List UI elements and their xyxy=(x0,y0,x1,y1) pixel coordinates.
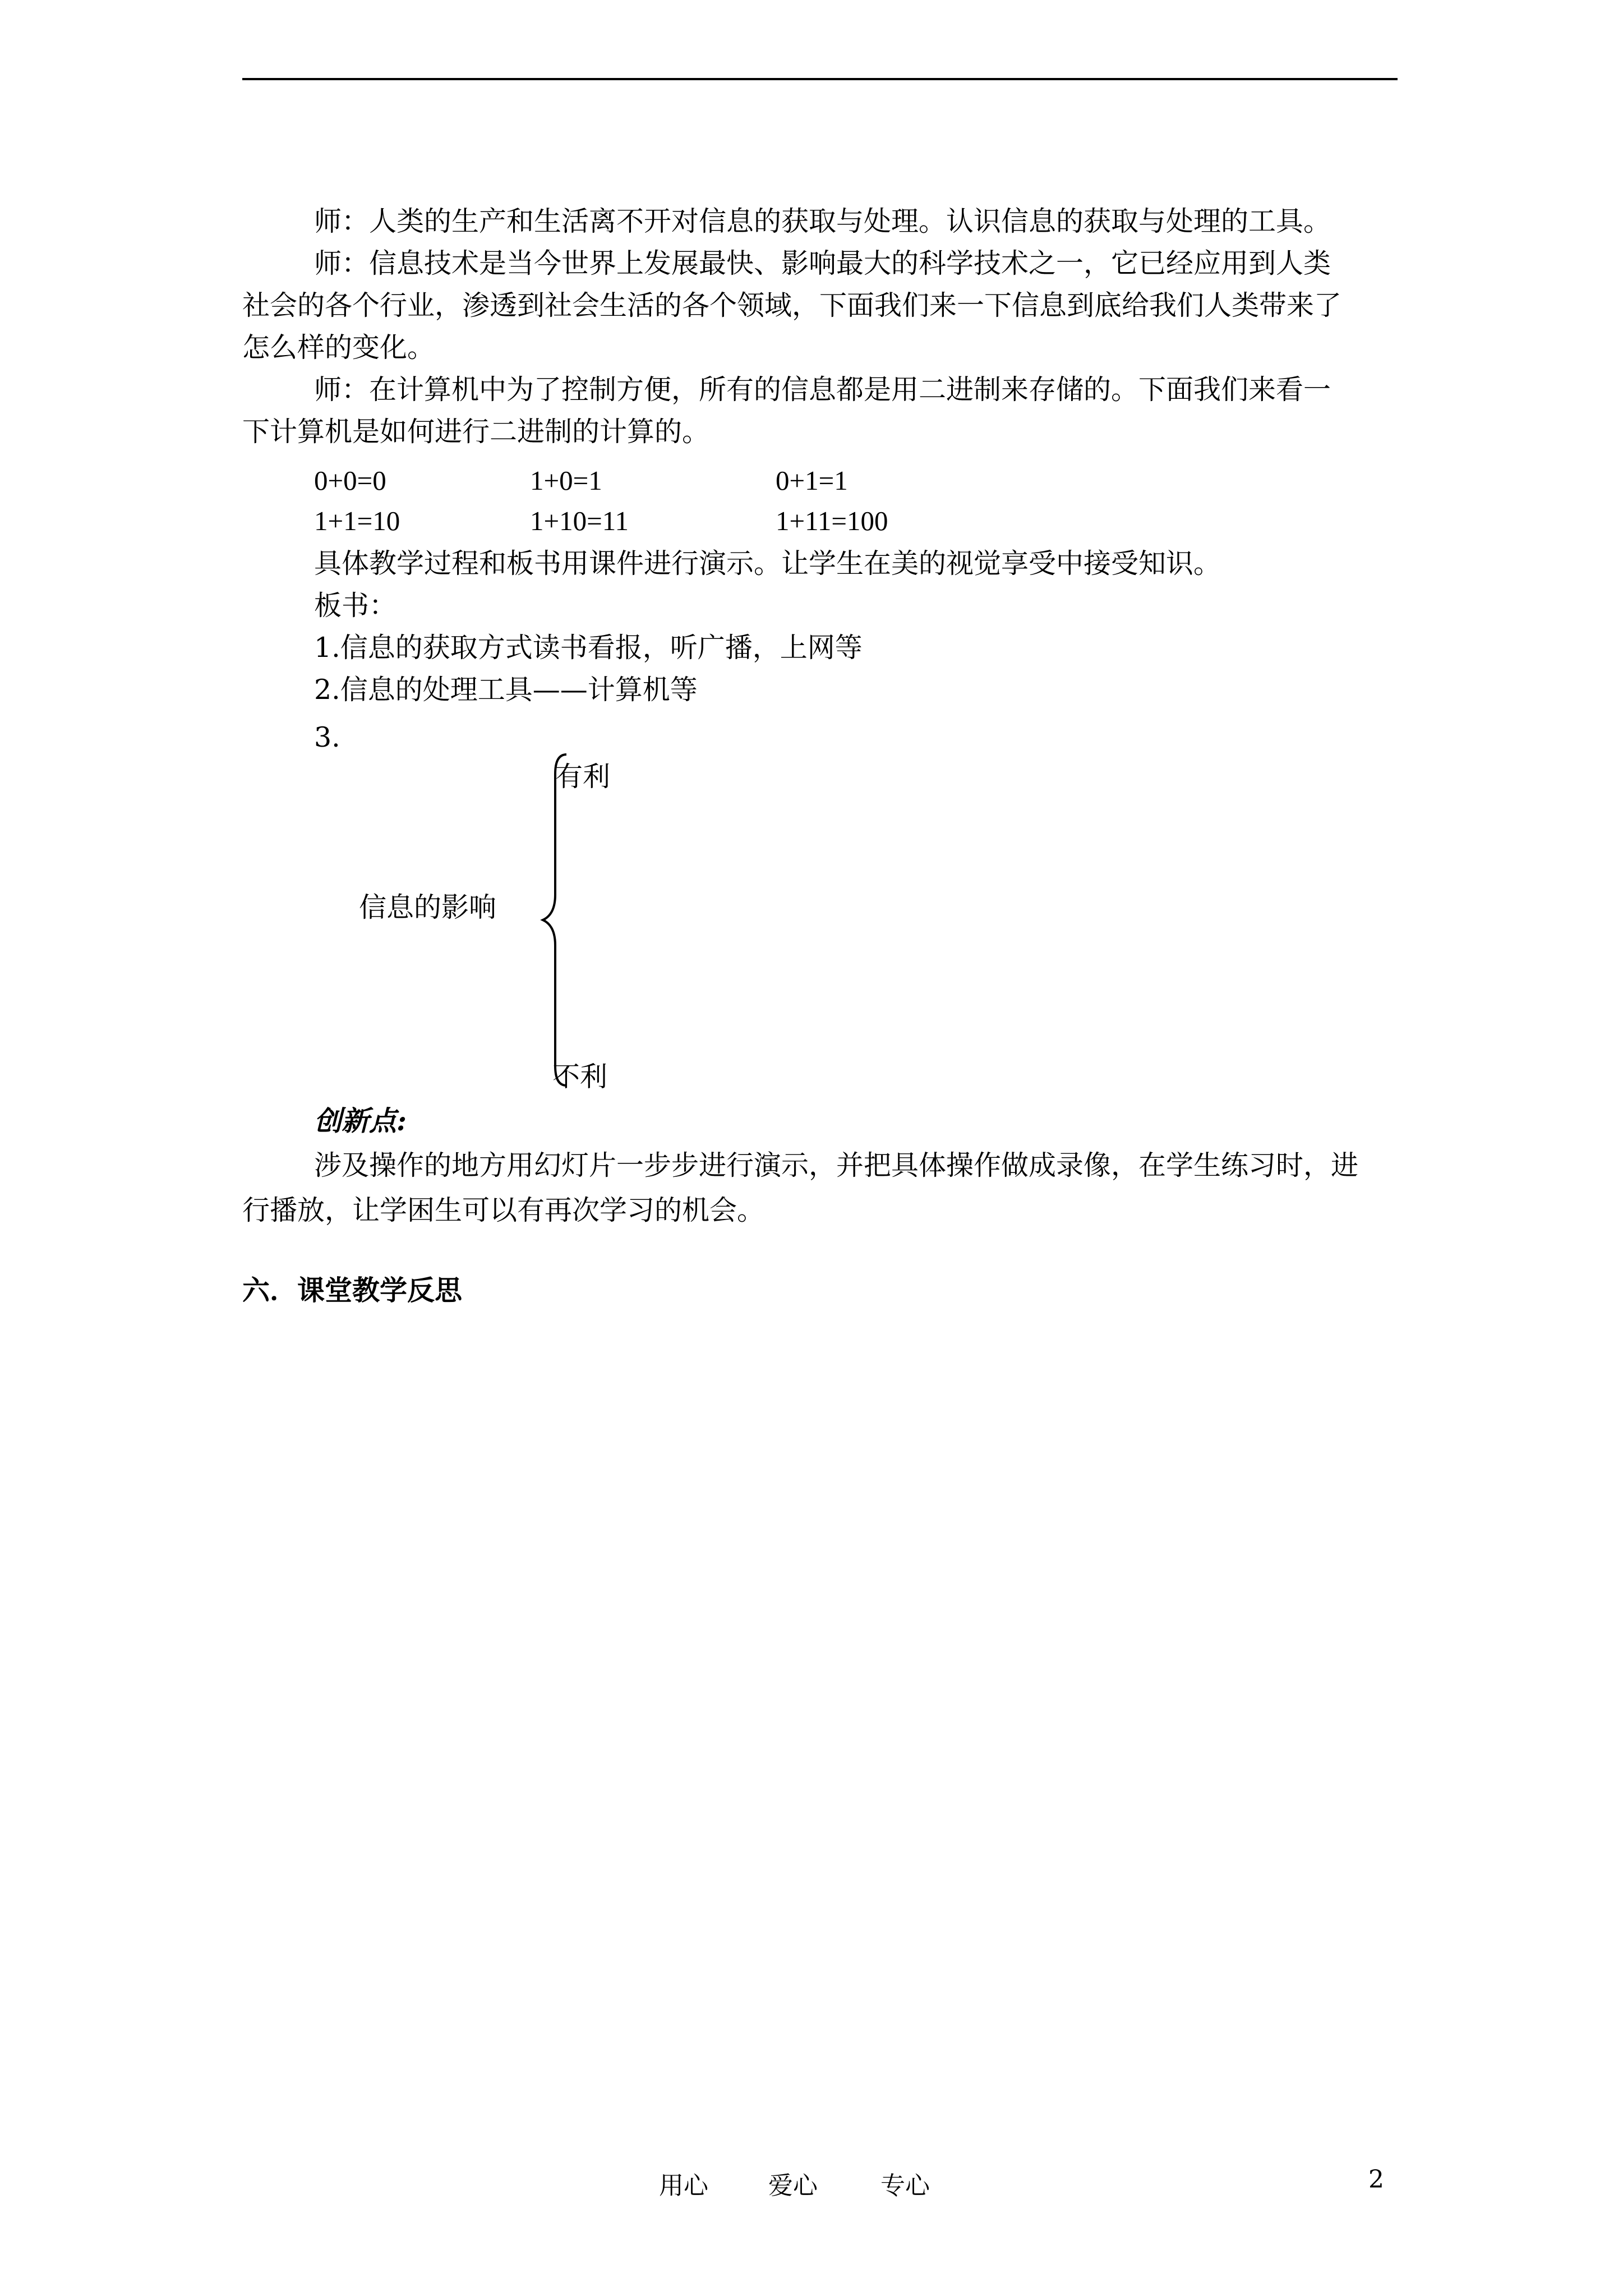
diagram-label: 信息的影响 xyxy=(359,891,497,923)
board-item-2: 2.信息的处理工具——计算机等 xyxy=(314,674,698,706)
innovation-text-line-2: 行播放，让学困生可以有再次学习的机会。 xyxy=(242,1194,765,1226)
header-rule xyxy=(242,78,1398,80)
paragraph-3-line-1: 师：在计算机中为了控制方便，所有的信息都是用二进制来存储的。下面我们来看一 xyxy=(314,374,1331,406)
board-label: 板书： xyxy=(314,590,397,622)
diagram-top-label: 有利 xyxy=(555,761,611,793)
binary-sum-r2c3: 1+11=100 xyxy=(776,505,888,536)
paragraph-2-line-1: 师：信息技术是当今世界上发展最快、影响最大的科学技术之一，它已经应用到人类 xyxy=(314,247,1331,279)
page-number: 2 xyxy=(1368,2165,1384,2194)
innovation-text-line-1: 涉及操作的地方用幻灯片一步步进行演示，并把具体操作做成录像，在学生练习时，进 xyxy=(314,1149,1359,1181)
binary-sum-r2c1: 1+1=10 xyxy=(314,505,400,536)
section-6-heading: 六．课堂教学反思 xyxy=(242,1274,463,1306)
board-item-3: 3. xyxy=(314,721,340,753)
binary-sum-r1c3: 0+1=1 xyxy=(776,465,848,496)
paragraph-1: 师：人类的生产和生活离不开对信息的获取与处理。认识信息的获取与处理的工具。 xyxy=(314,205,1331,237)
footer-motto-1: 用心 xyxy=(659,2171,708,2200)
binary-sum-r1c1: 0+0=0 xyxy=(314,465,386,496)
paragraph-3-line-2: 下计算机是如何进行二进制的计算的。 xyxy=(242,416,710,448)
binary-sum-r1c2: 1+0=1 xyxy=(530,465,602,496)
curly-brace-icon xyxy=(538,752,572,1088)
footer-motto-3: 专心 xyxy=(880,2171,930,2200)
demo-line: 具体教学过程和板书用课件进行演示。让学生在美的视觉享受中接受知识。 xyxy=(314,547,1221,579)
paragraph-2-line-2: 社会的各个行业，渗透到社会生活的各个领域，下面我们来一下信息到底给我们人类带来了 xyxy=(242,289,1342,321)
innovation-heading: 创新点: xyxy=(314,1105,407,1137)
binary-sum-r2c2: 1+10=11 xyxy=(530,505,629,536)
paragraph-2-line-3: 怎么样的变化。 xyxy=(242,332,435,364)
diagram-bottom-label: 不利 xyxy=(552,1061,608,1093)
board-item-1: 1.信息的获取方式读书看报，听广播，上网等 xyxy=(314,632,863,664)
footer-motto-2: 爱心 xyxy=(768,2171,818,2200)
